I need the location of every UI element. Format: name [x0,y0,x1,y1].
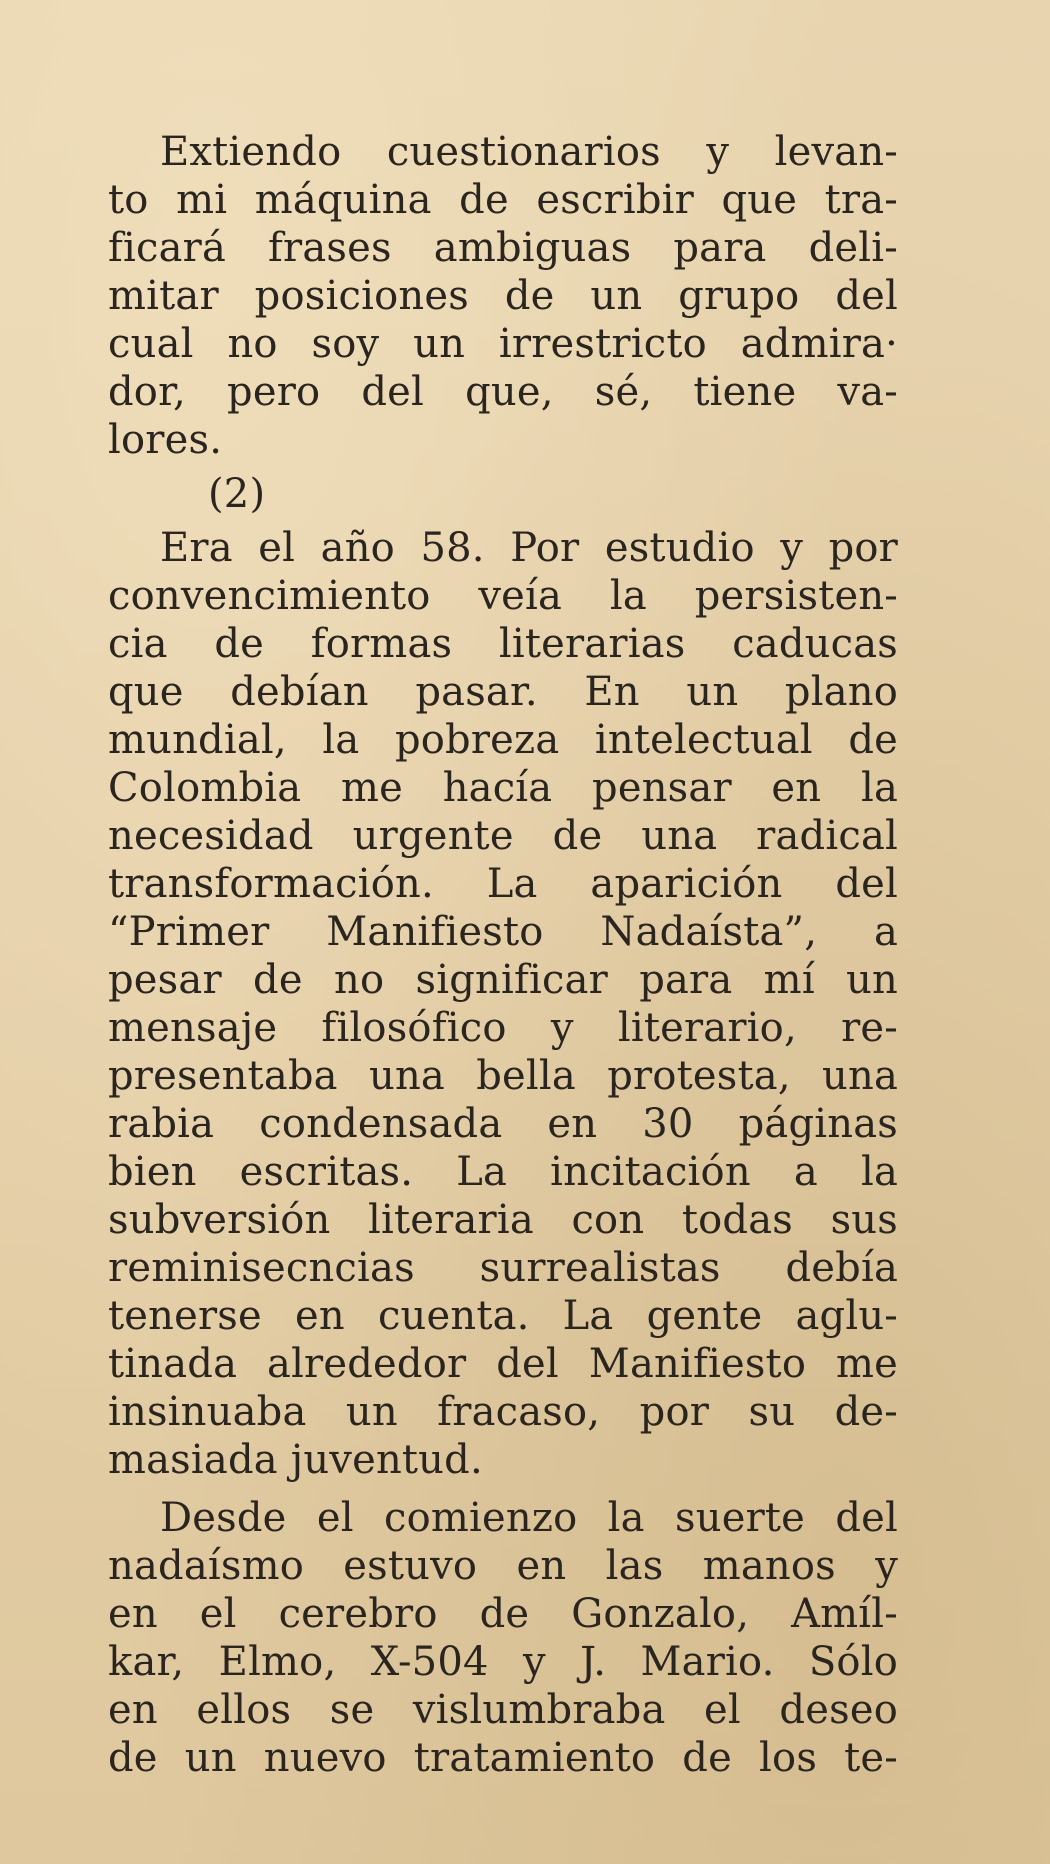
text-line: masiada juventud. [108,1437,483,1483]
text-line: “Primer Manifiesto Nadaísta”, a [108,909,898,955]
text-line: que debían pasar. En un plano [108,669,898,715]
text-line: Desde el comienzo la suerte del [160,1495,898,1541]
text-line: ficará frases ambiguas para deli- [108,225,898,271]
text-line: kar, Elmo, X-504 y J. Mario. Sólo [108,1639,898,1685]
text-line: Era el año 58. Por estudio y por [160,525,898,571]
text-line: insinuaba un fracaso, por su de- [108,1389,898,1435]
text-line: reminisecncias surrealistas debía [108,1245,898,1291]
text-line: en ellos se vislumbraba el deseo [108,1687,898,1733]
text-line: Extiendo cuestionarios y levan- [160,129,898,175]
text-line: convencimiento veía la persisten- [108,573,898,619]
text-line: pesar de no significar para mí un [108,957,898,1003]
text-line: subversión literaria con todas sus [108,1197,898,1243]
article-column [108,128,898,1782]
paragraph-2 [108,524,898,1484]
text-line: mitar posiciones de un grupo del [108,273,898,319]
text-line: cual no soy un irrestricto admira· [108,321,898,367]
text-line: tenerse en cuenta. La gente aglu- [108,1293,898,1339]
text-line: de un nuevo tratamiento de los te- [108,1735,898,1781]
text-line: nadaísmo estuvo en las manos y [108,1543,898,1589]
paragraph-1 [108,128,898,464]
text-line: transformación. La aparición del [108,861,898,907]
text-line: rabia condensada en 30 páginas [108,1101,898,1147]
paragraph-gap [108,1484,898,1494]
text-line: necesidad urgente de una radical [108,813,898,859]
text-line: en el cerebro de Gonzalo, Amíl- [108,1591,898,1637]
text-line: to mi máquina de escribir que tra- [108,177,898,223]
text-line: mundial, la pobreza intelectual de [108,717,898,763]
text-line: mensaje filosófico y literario, re- [108,1005,898,1051]
text-line: tinada alrededor del Manifiesto me [108,1341,898,1387]
text-line: Colombia me hacía pensar en la [108,765,898,811]
text-line: dor, pero del que, sé, tiene va- [108,369,898,415]
text-line: cia de formas literarias caducas [108,621,898,667]
text-line: presentaba una bella protesta, una [108,1053,898,1099]
section-marker: (2) [208,471,266,517]
paragraph-3 [108,1494,898,1782]
text-line: lores. [108,417,223,463]
text-line: bien escritas. La incitación a la [108,1149,898,1195]
